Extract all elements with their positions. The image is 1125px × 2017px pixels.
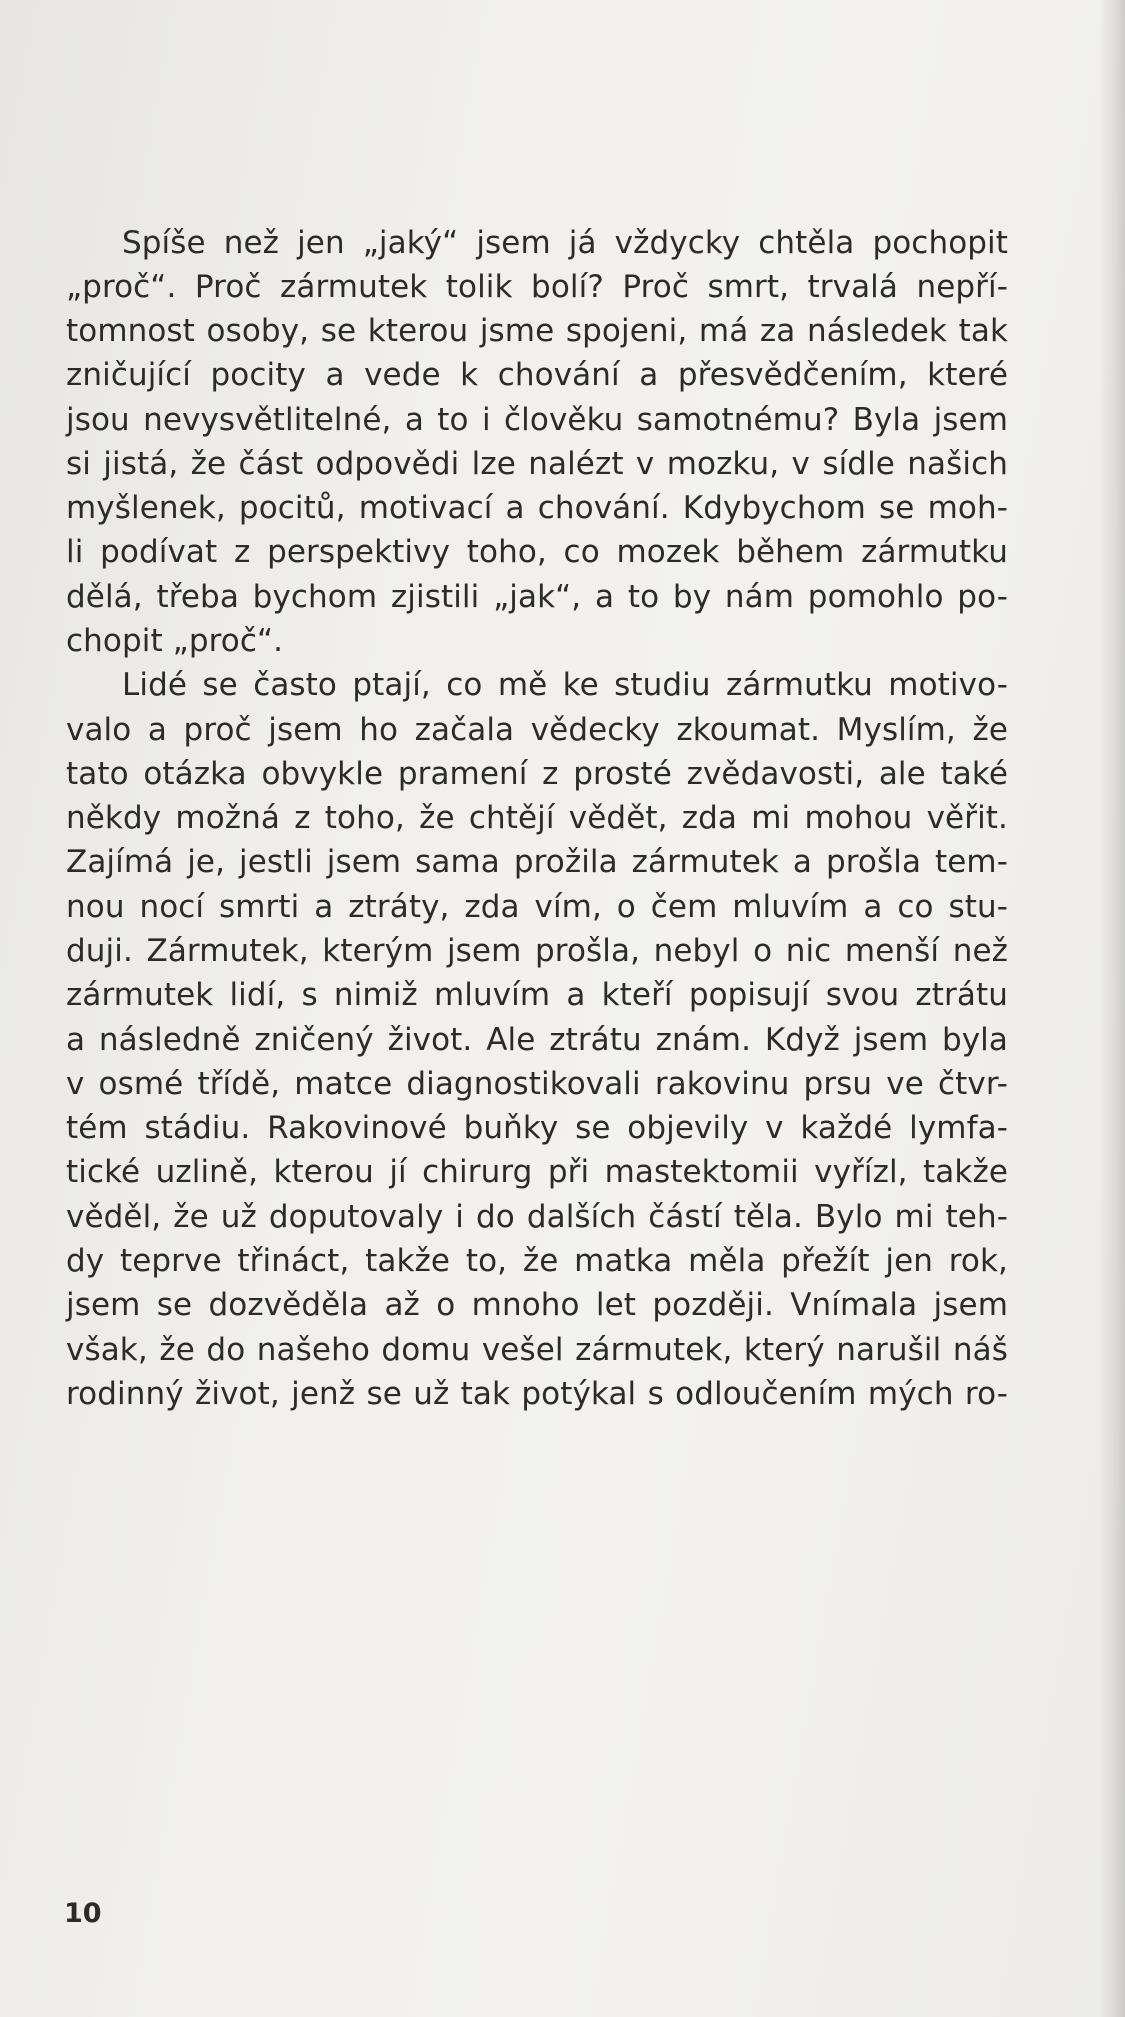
paragraph-1-line-8: li podívat z perspektivy toho, co mozek během zármutku xyxy=(66,534,1008,570)
paragraph-2-line-14: dy teprve třináct, takže to, že matka měla přežít jen rok, xyxy=(66,1243,1008,1279)
paragraph-2-line-12: tické uzlině, kterou jí chirurg při mastektomii vyřízl, takže xyxy=(66,1154,1008,1190)
paragraph-2-line-17: rodinný život, jenž se už tak potýkal s odloučením mých ro- xyxy=(66,1376,1008,1412)
paragraph-1-line-9: dělá, třeba bychom zjistili „jak“, a to by nám pomohlo po- xyxy=(66,579,1008,615)
paragraph-1-line-5: jsou nevysvětlitelné, a to i člověku samotnému? Byla jsem xyxy=(66,402,1008,438)
page-number: 10 xyxy=(64,1898,102,1929)
paragraph-2-line-8: zármutek lidí, s nimiž mluvím a kteří popisují svou ztrátu xyxy=(66,977,1008,1013)
paragraph-1-line-10: chopit „proč“. xyxy=(66,623,284,659)
paragraph-2-line-2: valo a proč jsem ho začala vědecky zkoumat. Myslím, že xyxy=(66,712,1008,748)
page-edge-shadow xyxy=(1099,0,1125,2017)
paragraph-2-line-3: tato otázka obvykle pramení z prosté zvědavosti, ale také xyxy=(66,756,1008,792)
paragraph-2-line-1: Lidé se často ptají, co mě ke studiu zármutku motivo- xyxy=(122,667,1008,703)
paragraph-1-line-1: Spíše než jen „jaký“ jsem já vždycky chtěla pochopit xyxy=(122,225,1008,261)
paragraph-1-line-4: zničující pocity a vede k chování a přesvědčením, které xyxy=(66,357,1008,393)
paragraph-2-line-15: jsem se dozvěděla až o mnoho let později. Vnímala jsem xyxy=(66,1287,1008,1323)
paragraph-1-line-2: „proč“. Proč zármutek tolik bolí? Proč smrt, trvalá nepří- xyxy=(66,269,1008,305)
paragraph-2-line-9: a následně zničený život. Ale ztrátu znám. Když jsem byla xyxy=(66,1022,1008,1058)
paragraph-2-line-7: duji. Zármutek, kterým jsem prošla, nebyl o nic menší než xyxy=(66,933,1008,969)
paragraph-1-line-6: si jistá, že část odpovědi lze nalézt v mozku, v sídle našich xyxy=(66,446,1008,482)
paragraph-2-line-5: Zajímá je, jestli jsem sama prožila zármutek a prošla tem- xyxy=(66,844,1008,880)
paragraph-2-line-10: v osmé třídě, matce diagnostikovali rakovinu prsu ve čtvr- xyxy=(66,1066,1008,1102)
paragraph-2-line-4: někdy možná z toho, že chtějí vědět, zda mi mohou věřit. xyxy=(66,800,1008,836)
paragraph-1-line-3: tomnost osoby, se kterou jsme spojeni, má za následek tak xyxy=(66,313,1008,349)
paragraph-2-line-13: věděl, že už doputovaly i do dalších částí těla. Bylo mi teh- xyxy=(66,1199,1008,1235)
paragraph-2-line-11: tém stádiu. Rakovinové buňky se objevily v každé lymfa- xyxy=(66,1110,1008,1146)
paragraph-2-line-6: nou nocí smrti a ztráty, zda vím, o čem mluvím a co stu- xyxy=(66,889,1008,925)
paragraph-2-line-16: však, že do našeho domu vešel zármutek, který narušil náš xyxy=(66,1332,1008,1368)
paragraph-1-line-7: myšlenek, pocitů, motivací a chování. Kdybychom se moh- xyxy=(66,490,1008,526)
